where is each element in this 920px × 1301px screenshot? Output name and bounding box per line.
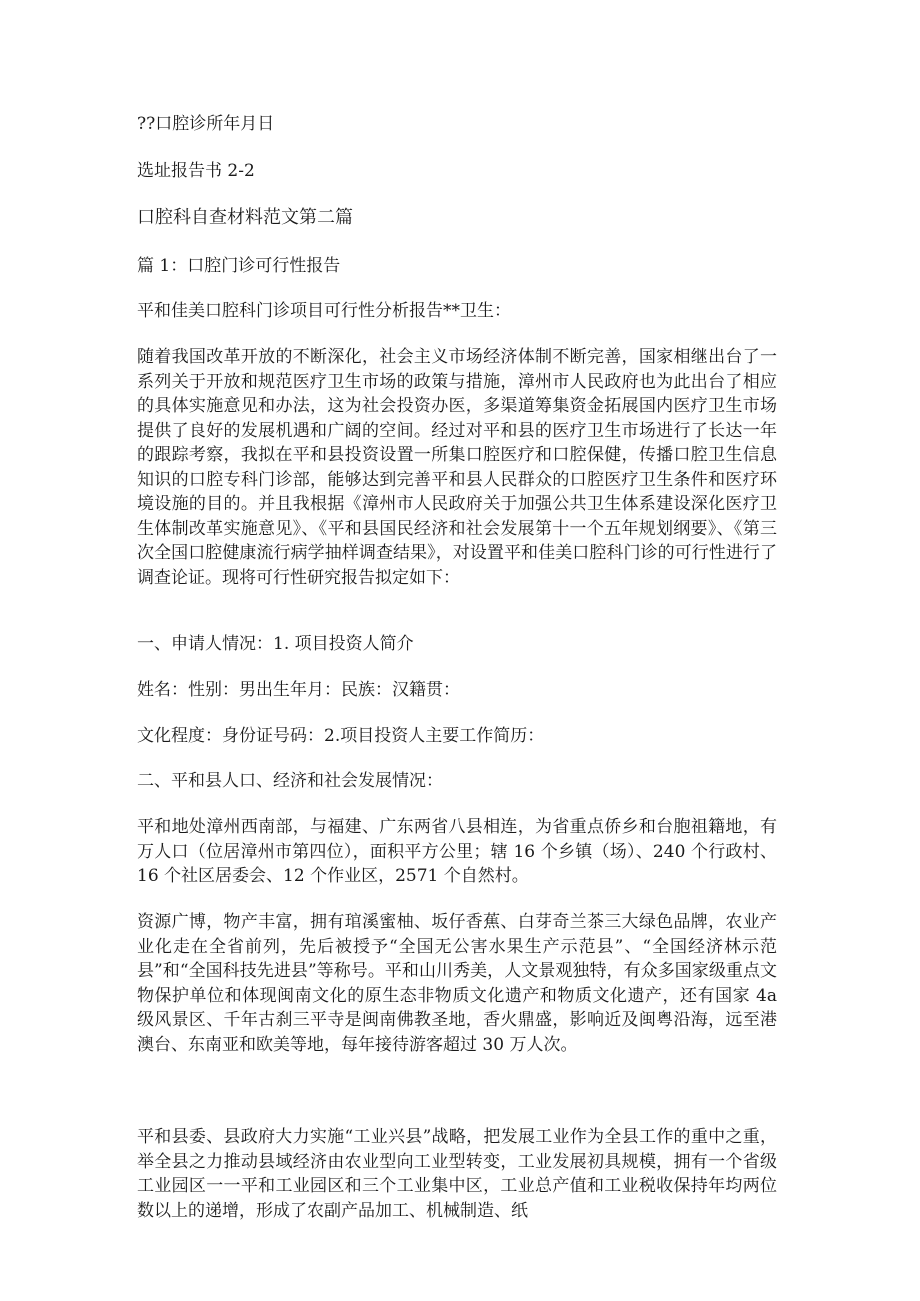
section-title: 篇 1：口腔门诊可行性报告 — [137, 256, 341, 276]
paragraph-intro: 随着我国改革开放的不断深化，社会主义市场经济体制不断完善，国家相继出台了一系列关于开放和规范医疗卫生市场的政策与措施，漳州市人民政府也为此出台了相应的具体实施意见和办法，这为社会投资办医，多渠道筹集资金拓展国内医疗卫生市场提供了良好的发展机遇和广阔的空间。经过对平和县的医疗卫生市场进行了长达一年的跟踪考察，我拟在平和县投资设置一所集口腔医疗和口腔保健，传播口腔卫生信息知识的口腔专科门诊部，能够达到完善平和县人民群众的口腔医疗卫生条件和医疗环境设施的目的。并且我根据《漳州市人民政府关于加强公共卫生体系建设深化医疗卫生体制改革实施意见》、《平和县国民经济和社会发展第十一个五年规划纲要》、《第三次全国口腔健康流行病学抽样调查结果》，对设置平和佳美口腔科门诊的可行性进行了调查论证。现将可行性研究报告拟定如下： — [137, 347, 777, 588]
header-line: ??口腔诊所年月日 — [137, 114, 275, 134]
paragraph-section-two: 二、平和县人口、经济和社会发展情况： — [137, 771, 443, 791]
report-title: 平和佳美口腔科门诊项目可行性分析报告**卫生： — [137, 301, 511, 321]
paragraph-education: 文化程度：身份证号码：2.项目投资人主要工作简历： — [137, 726, 545, 746]
paragraph-geography: 平和地处漳州西南部，与福建、广东两省八县相连，为省重点侨乡和台胞祖籍地，有万人口（位居漳州市第四位），面积平方公里；辖 16 个乡镇（场）、240 个行政村、16 个社区居委会、12 个作业区，2571 个自然村。 — [137, 817, 777, 886]
paragraph-applicant: 一、申请人情况：1. 项目投资人简介 — [137, 634, 414, 654]
document-title: 口腔科自查材料范文第二篇 — [137, 207, 353, 228]
document-subtitle: 选址报告书 2-2 — [137, 161, 255, 181]
paragraph-resources: 资源广博，物产丰富，拥有琯溪蜜柚、坂仔香蕉、白芽奇兰茶三大绿色品牌，农业产业化走在全省前列，先后被授予“全国无公害水果生产示范县”、“全国经济林示范县”和“全国科技先进县”等称号。平和山川秀美，人文景观独特，有众多国家级重点文物保护单位和体现闽南文化的原生态非物质文化遗产和物质文化遗产，还有国家 4a 级风景区、千年古刹三平寺是闽南佛教圣地，香火鼎盛，影响近及闽粤沿海，远至港澳台、东南亚和欧美等地，每年接待游客超过 30 万人次。 — [137, 912, 777, 1055]
paragraph-personal-info: 姓名：性别：男出生年月：民族：汉籍贯： — [137, 680, 460, 700]
paragraph-industry: 平和县委、县政府大力实施“工业兴县”战略，把发展工业作为全县工作的重中之重，举全县之力推动县域经济由农业型向工业型转变，工业发展初具规模，拥有一个省级工业园区一一平和工业园区和三个工业集中区，工业总产值和工业税收保持年均两位数以上的递增，形成了农副产品加工、机械制造、纸 — [137, 1127, 777, 1221]
